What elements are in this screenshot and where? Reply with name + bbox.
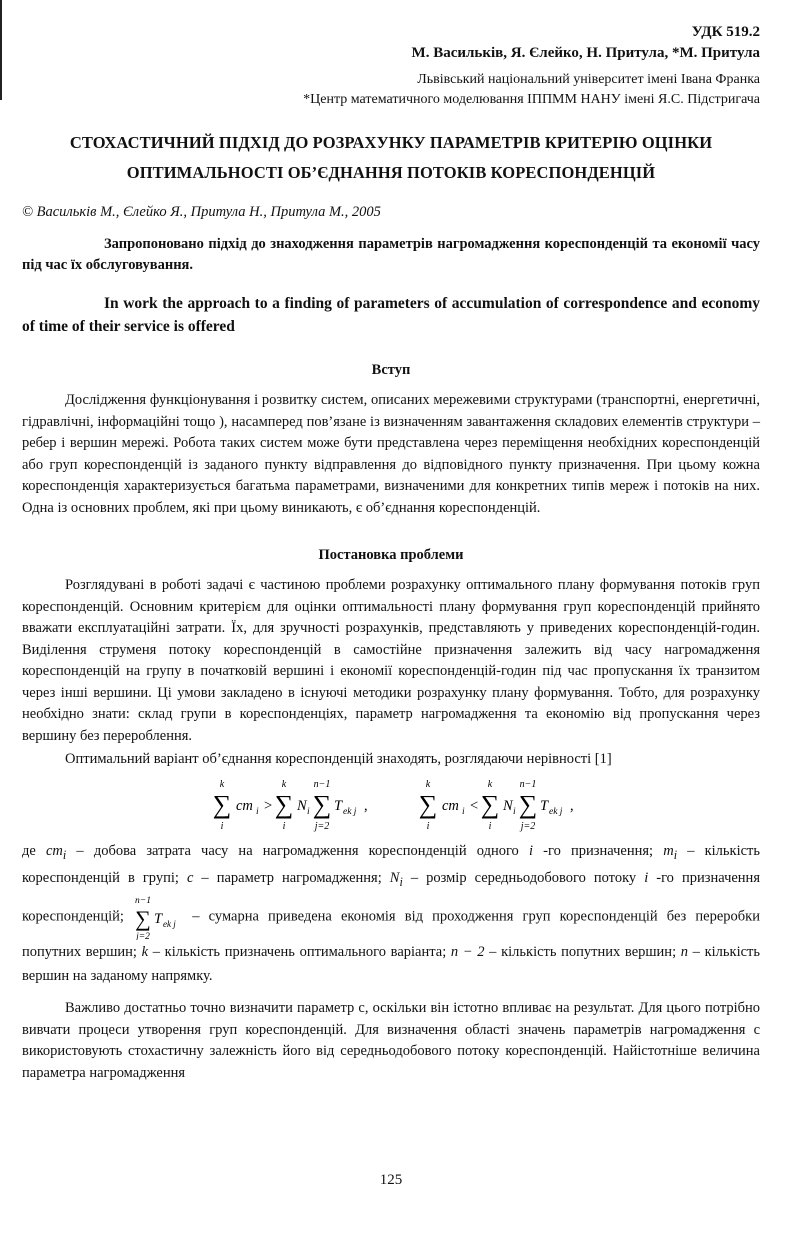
- sum2-sigma: ∑: [274, 789, 294, 819]
- def-cm-sub: i: [62, 847, 67, 862]
- title-line-1: СТОХАСТИЧНИЙ ПІДХІД ДО РОЗРАХУНКУ ПАРАМЕТРІВ КРИТЕРІЮ ОЦІНКИ: [69, 133, 713, 152]
- sum6-upper: n−1: [519, 778, 537, 790]
- term-N-sub: i: [307, 806, 310, 817]
- def-prefix: де: [22, 842, 46, 859]
- term2-cm: cm: [442, 797, 459, 814]
- inline-sum-upper: n−1: [135, 896, 152, 907]
- term2-T-sub: ek j: [549, 806, 563, 817]
- sum4-sigma: ∑: [418, 789, 438, 819]
- inline-T-sub: ek j: [163, 919, 176, 930]
- def-text-2: -го призначення;: [533, 842, 664, 859]
- inequality-2: [414, 777, 574, 835]
- paper-page: [22, 22, 760, 1188]
- sum3-lower: j=2: [314, 820, 330, 832]
- authors: М. Васильків, Я. Єлейко, Н. Притула, *М. Притула: [411, 45, 760, 61]
- inequality-formulas: [22, 777, 760, 835]
- sum2-upper: k: [281, 778, 287, 790]
- inline-sum-sigma: ∑: [135, 906, 151, 932]
- sum5-lower: i: [488, 820, 492, 832]
- variable-definitions: [22, 839, 760, 989]
- copyright: © Васильків М., Єлейко Я., Притула Н., Притула М., 2005: [22, 204, 381, 220]
- sum4-lower: i: [426, 820, 430, 832]
- title-line-2: ОПТИМАЛЬНОСТІ ОБ’ЄДНАННЯ ПОТОКІВ КОРЕСПОНДЕНЦІЙ: [126, 163, 656, 182]
- intro-paragraph: Дослідження функціонування і розвитку систем, описаних мережевими структурами (транспортні, енергетичні, гідравлічні, інформаційні тощо ), насамперед пов’язане із визначенням завантаження складових елементів структури – ребер і вершин мережі. Робота таких систем може бути представлена через переміщення необхідних кореспонденцій або груп кореспонденцій із заданого пункту відправлення до відповідного пункту призначення. При цьому кожна кореспонденція характеризується багатьма параметрами, визначеними для конкретних типів мереж і потоків на них. Одна із основних проблем, які при цьому виникають, є об’єднання кореспонденцій.: [22, 392, 760, 516]
- def-text-3: – кількість кореспонденцій в групі;: [22, 842, 760, 887]
- def-text-1: – добова затрата часу на нагромадження кореспонденцій одного: [66, 842, 529, 859]
- problem-paragraph: Розглядувані в роботі задачі є частиною проблеми розрахунку оптимального плану формування потоків груп кореспонденцій. Основним критерієм для оцінки оптимальності плану формування груп кореспонденцій прийнято вважати експлуатаційні затрати. Їх, для зручності розрахунків, представляють у приведених кореспонденцій-годин. Виділення струменя потоку кореспонденцій в самостійне призначення залежить від часу нагромадження кореспонденцій на групу в початковій вершині і економії кореспонденцій-годин під час пропускання їх транзитом через інші вершини. Ці умови закладено в існуючі методики розрахунку плану формування. Тобто, для розрахунку необхідно знати: склад групи в кореспонденціях, параметр нагромадження та економію від пропускання через вершину без перероблення.: [22, 577, 760, 744]
- abstract-ukrainian: Запропоновано підхід до знаходження параметрів нагромадження кореспонденцій та економії часу під час їх обслуговування.: [22, 236, 760, 273]
- def-N-sub: i: [399, 875, 403, 890]
- sum1-lower: i: [220, 820, 224, 832]
- final-paragraph: Важливо достатньо точно визначити параметр c, оскільки він істотно впливає на результат. Для цього потрібно вивчати процеси утворення груп кореспонденцій. Для визначення області значень параметрів нагромадження c використовують стохастичну залежність його від середньодобового потоку кореспонденцій. Найістотніше величина параметра нагромадження: [22, 1000, 760, 1081]
- op-lt: <: [470, 797, 479, 814]
- sum3-upper: n−1: [313, 778, 331, 790]
- sum6-lower: j=2: [520, 820, 536, 832]
- def-text-8: – кількість призначень оптимального варіанта;: [148, 944, 451, 961]
- sum3-sigma: ∑: [312, 789, 332, 819]
- scan-edge-line: [0, 0, 2, 100]
- def-N: N: [389, 870, 400, 887]
- affiliation-1: Львівський національний університет імені Івана Франка: [417, 72, 760, 87]
- affiliation-2: *Центр математичного моделювання ІППММ НАНУ імені Я.С. Підстригача: [303, 92, 760, 107]
- sum1-sigma: ∑: [212, 789, 232, 819]
- def-m: m: [663, 842, 674, 859]
- def-i2: i: [644, 870, 649, 887]
- section-title-intro: Вступ: [371, 362, 411, 378]
- def-k: k: [141, 944, 149, 961]
- term2-T: T: [540, 797, 549, 814]
- comma-1: ,: [364, 797, 368, 814]
- def-cm: cm: [45, 842, 63, 859]
- def-n-minus-2: n − 2: [450, 944, 485, 961]
- def-text-9: – кількість попутних вершин;: [484, 944, 681, 961]
- def-text-7: – сумарна приведена економія від проходження груп кореспонденцій без переробки попутних вершин;: [22, 908, 760, 961]
- udk-code: УДК 519.2: [691, 24, 760, 40]
- sum6-sigma: ∑: [518, 789, 538, 819]
- term-cm: cm: [236, 797, 253, 814]
- term2-N: N: [503, 797, 513, 814]
- sum4-upper: k: [425, 778, 431, 790]
- sum5-upper: k: [487, 778, 493, 790]
- inline-sum-T: [133, 894, 183, 940]
- optimal-paragraph: Оптимальний варіант об’єднання кореспонденцій знаходять, розглядаючи нерівності [1]: [65, 751, 612, 767]
- section-title-problem: Постановка проблеми: [318, 547, 464, 563]
- op-gt: >: [264, 797, 273, 814]
- term-N: N: [297, 797, 307, 814]
- def-m-sub: i: [673, 847, 678, 862]
- def-n: n: [680, 944, 689, 961]
- term-T: T: [334, 797, 343, 814]
- def-c: c: [186, 870, 194, 887]
- sum5-sigma: ∑: [480, 789, 500, 819]
- def-text-4: – параметр нагромадження;: [193, 870, 390, 887]
- def-text-10: – кількість вершин на заданому напрямку.: [22, 944, 760, 985]
- abstract-english: In work the approach to a finding of parameters of accumulation of correspondence and economy of time of their service is offered: [22, 295, 760, 335]
- page-number: 125: [379, 1172, 403, 1188]
- inline-T: T: [154, 911, 163, 928]
- def-text-5: – розмір середньодобового потоку: [402, 870, 645, 887]
- sum1-upper: k: [219, 778, 225, 790]
- inline-sum-lower: j=2: [136, 932, 151, 941]
- term-cm-sub: i: [256, 806, 259, 817]
- comma-2: ,: [570, 797, 574, 814]
- term2-cm-sub: i: [462, 806, 465, 817]
- inequality-1: [208, 777, 368, 835]
- term-T-sub: ek j: [343, 806, 357, 817]
- paper-title: [22, 128, 760, 188]
- def-text-6: -го призначення кореспонденцій;: [22, 870, 760, 925]
- def-i: i: [528, 842, 533, 859]
- term2-N-sub: i: [513, 806, 516, 817]
- sum2-lower: i: [282, 820, 286, 832]
